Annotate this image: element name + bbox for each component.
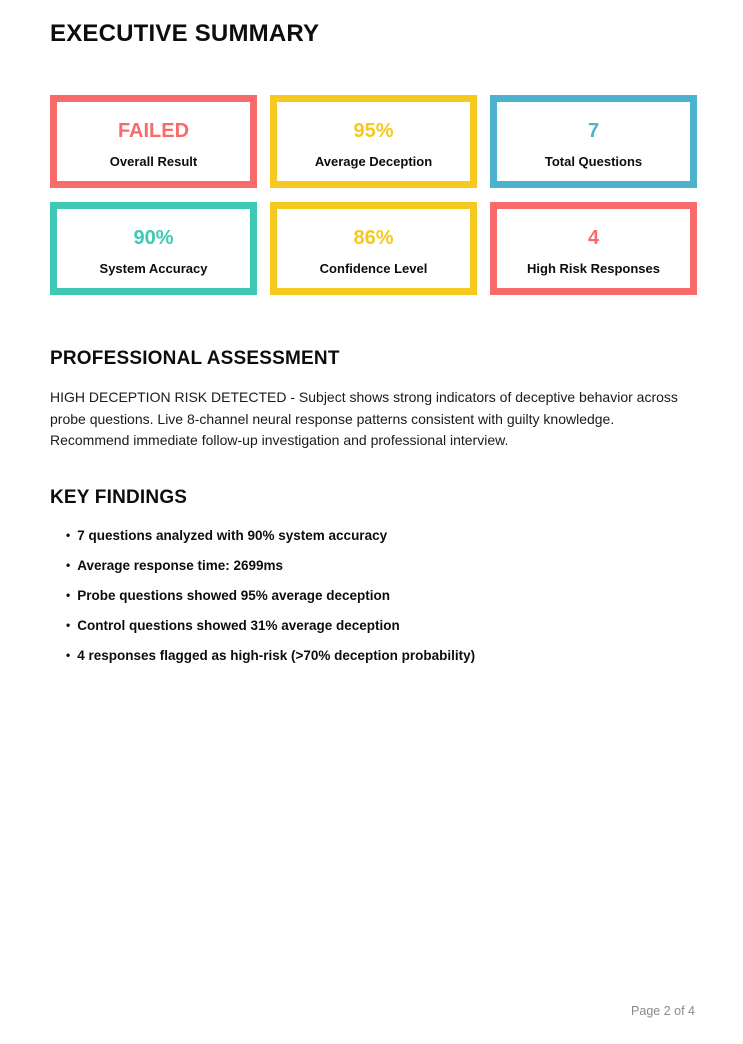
finding-text: Control questions showed 31% average deception xyxy=(77,617,400,633)
finding-item-3 xyxy=(66,619,695,634)
finding-item-1 xyxy=(66,559,695,574)
card-label: Overall Result xyxy=(109,153,198,169)
finding-item-0 xyxy=(66,529,695,544)
summary-card-1 xyxy=(270,95,477,188)
finding-item-2 xyxy=(66,589,695,604)
professional-assessment-heading: PROFESSIONAL ASSESSMENT xyxy=(50,348,340,369)
bullet-icon: • xyxy=(66,617,71,632)
card-label: Total Questions xyxy=(544,153,643,169)
finding-text: Average response time: 2699ms xyxy=(77,557,284,573)
card-value: 7 xyxy=(587,119,600,142)
professional-assessment-text: HIGH DECEPTION RISK DETECTED - Subject shows strong indicators of deceptive behavior across probe questions. Live 8-channel neural response patterns consistent with guilty knowledge. Recommend immediate follow-up investigation and professional interview. xyxy=(50,389,678,448)
card-value: 86% xyxy=(353,226,394,249)
finding-item-4 xyxy=(66,649,695,664)
bullet-icon: • xyxy=(66,587,71,602)
bullet-icon: • xyxy=(66,557,71,572)
summary-card-5 xyxy=(490,202,697,295)
card-label: Average Deception xyxy=(314,153,433,169)
card-label: Confidence Level xyxy=(319,260,428,276)
page-number: Page 2 of 4 xyxy=(631,1004,695,1018)
summary-card-4 xyxy=(270,202,477,295)
page-title: EXECUTIVE SUMMARY xyxy=(50,20,320,47)
summary-card-0 xyxy=(50,95,257,188)
finding-text: 7 questions analyzed with 90% system accuracy xyxy=(77,527,388,543)
card-value: FAILED xyxy=(117,119,190,142)
finding-text: 4 responses flagged as high-risk (>70% deception probability) xyxy=(77,647,476,663)
summary-cards-grid xyxy=(50,95,697,295)
summary-card-3 xyxy=(50,202,257,295)
card-value: 90% xyxy=(133,226,174,249)
key-findings-heading: KEY FINDINGS xyxy=(50,486,188,508)
bullet-icon: • xyxy=(66,647,71,662)
bullet-icon: • xyxy=(66,527,71,542)
finding-text: Probe questions showed 95% average deception xyxy=(77,587,391,603)
card-label: System Accuracy xyxy=(99,260,208,276)
card-value: 4 xyxy=(587,226,600,249)
card-value: 95% xyxy=(353,119,394,142)
summary-card-2 xyxy=(490,95,697,188)
key-findings-list xyxy=(50,529,695,664)
card-label: High Risk Responses xyxy=(527,260,660,276)
